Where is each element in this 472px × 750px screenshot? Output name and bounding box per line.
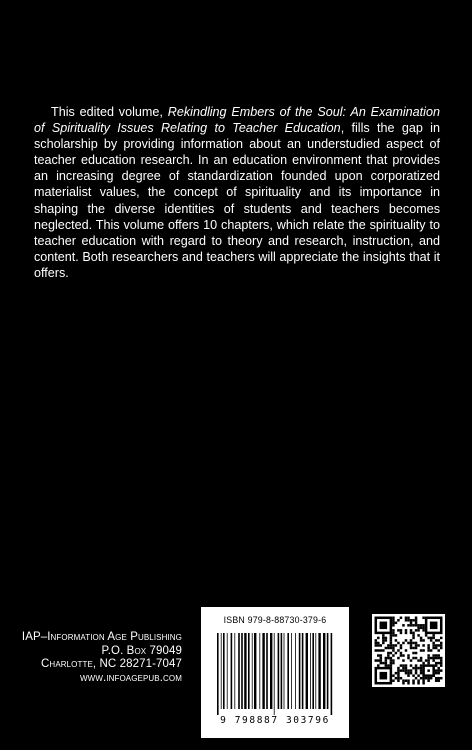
isbn-label: ISBN 979-8-88730-379-6 [223,615,327,625]
barcode-icon [215,633,335,715]
back-cover-blurb [34,104,440,281]
isbn-barcode-box [201,607,349,738]
publisher-address: P.O. Box 79049 [101,644,182,657]
blurb-intro: This edited volume, [51,105,168,119]
publisher-website: www.infoagepub.com [80,671,182,684]
publisher-info [22,631,182,685]
book-title: Rekindling Embers of the Soul: An Examination of Spirituality Issues Relating to Teacher Education [34,105,440,136]
publisher-city: Charlotte, NC 28271-7047 [41,658,182,671]
blurb-body: , fills the gap in scholarship by providing information about an understudied aspect of teacher education research. In an education environment that provides an increasing degree of standardization founded upon corporatized materialist values, the concept of spirituality and its importance in shaping the diverse identities of students and teachers becomes neglected. This volume offers 10 chapters, which relate the spirituality to teacher education with regard to theory and research, instruction, and content. Both researchers and teachers will appreciate the insights that it offers. [34,121,440,280]
barcode-digits: 9 798887 303796 [220,715,330,726]
qr-code-icon [372,614,445,687]
publisher-name: IAP–Information Age Publishing [21,631,182,643]
